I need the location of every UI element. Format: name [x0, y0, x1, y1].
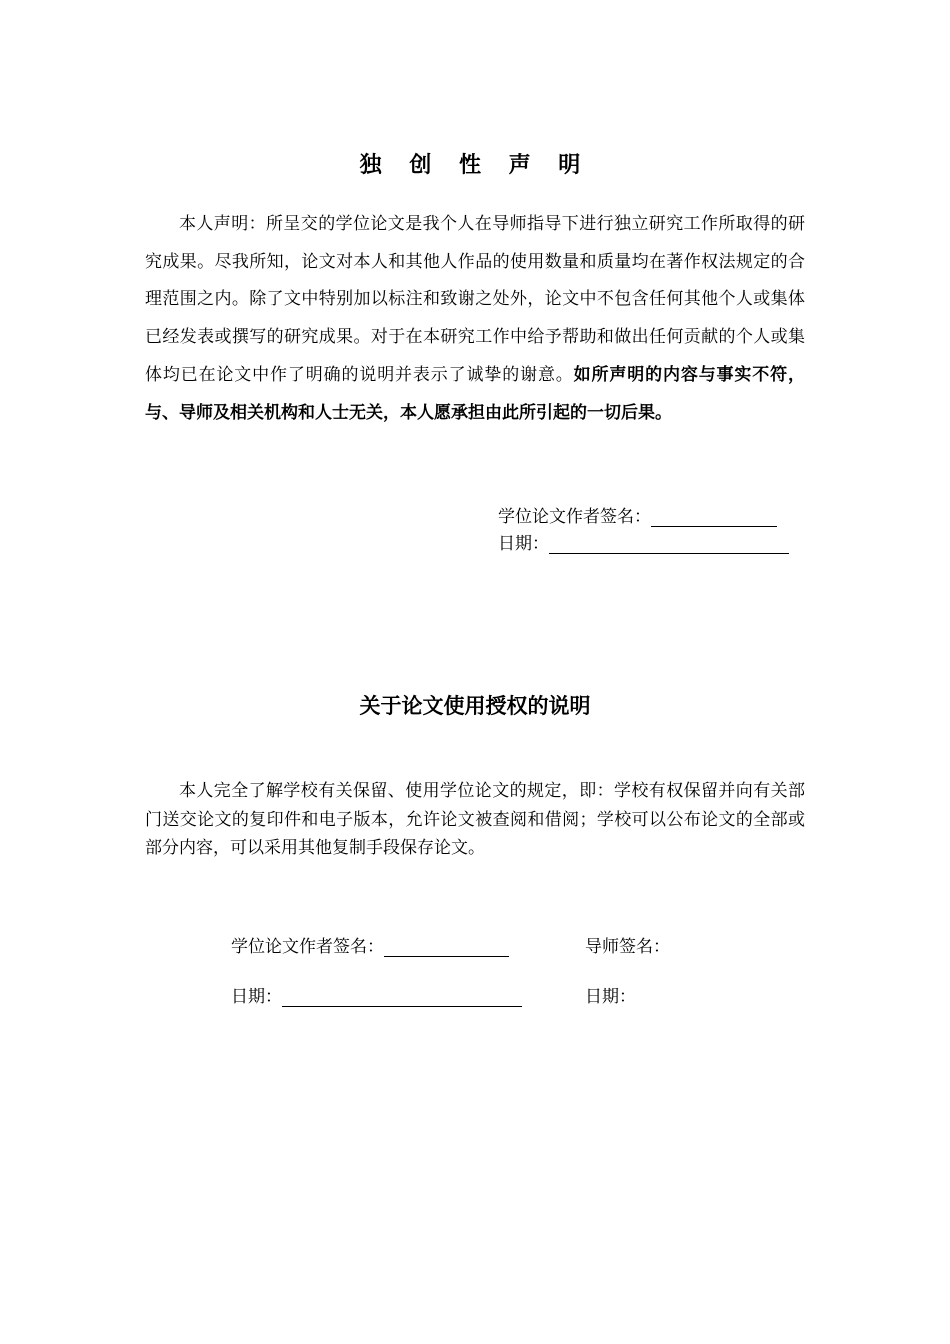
authorization-author-date	[231, 982, 522, 1007]
author-signature-label: 学位论文作者签名：	[498, 507, 651, 527]
declaration-bold-text: 如所声明的内容与事实不符，与、导师及相关机构和人士无关，本人愿承担由此所引起的一切后果。	[145, 364, 806, 423]
date-line	[282, 988, 522, 1007]
authorization-advisor-signature	[585, 932, 670, 957]
date-label: 日期：	[498, 534, 549, 554]
advisor-signature-label: 导师签名：	[585, 937, 670, 957]
date-label: 日期：	[231, 987, 282, 1007]
authorization-paragraph: 本人完全了解学校有关保留、使用学位论文的规定，即：学校有权保留并向有关部门送交论文的复印件和电子版本，允许论文被查阅和借阅；学校可以公布论文的全部或部分内容，可以采用其他复制手段保存论文。	[145, 781, 805, 858]
originality-declaration-paragraph	[145, 206, 805, 432]
authorization-title: 关于论文使用授权的说明	[359, 694, 591, 718]
originality-declaration-title: 独 创 性 声 明	[359, 153, 591, 178]
authorization-advisor-date	[585, 982, 636, 1007]
date-line	[549, 535, 789, 554]
authorization-author-signature	[231, 932, 509, 957]
author-signature-label: 学位论文作者签名：	[231, 937, 384, 957]
declaration-author-signature	[498, 502, 777, 527]
declaration-date	[498, 529, 789, 554]
author-signature-line	[384, 938, 509, 957]
declaration-body-text: 本人声明：所呈交的学位论文是我个人在导师指导下进行独立研究工作所取得的研究成果。尽我所知，论文对本人和其他人作品的使用数量和质量均在著作权法规定的合理范围之内。除了文中特别加以标注和致谢之处外，论文中不包含任何其他个人或集体已经发表或撰写的研究成果。对于在本研究工作中给予帮助和做出任何贡献的个人或集体均已在论文中作了明确的说明并表示了诚挚的谢意。	[145, 214, 805, 385]
author-signature-line	[651, 508, 777, 527]
date-label: 日期：	[585, 987, 636, 1007]
